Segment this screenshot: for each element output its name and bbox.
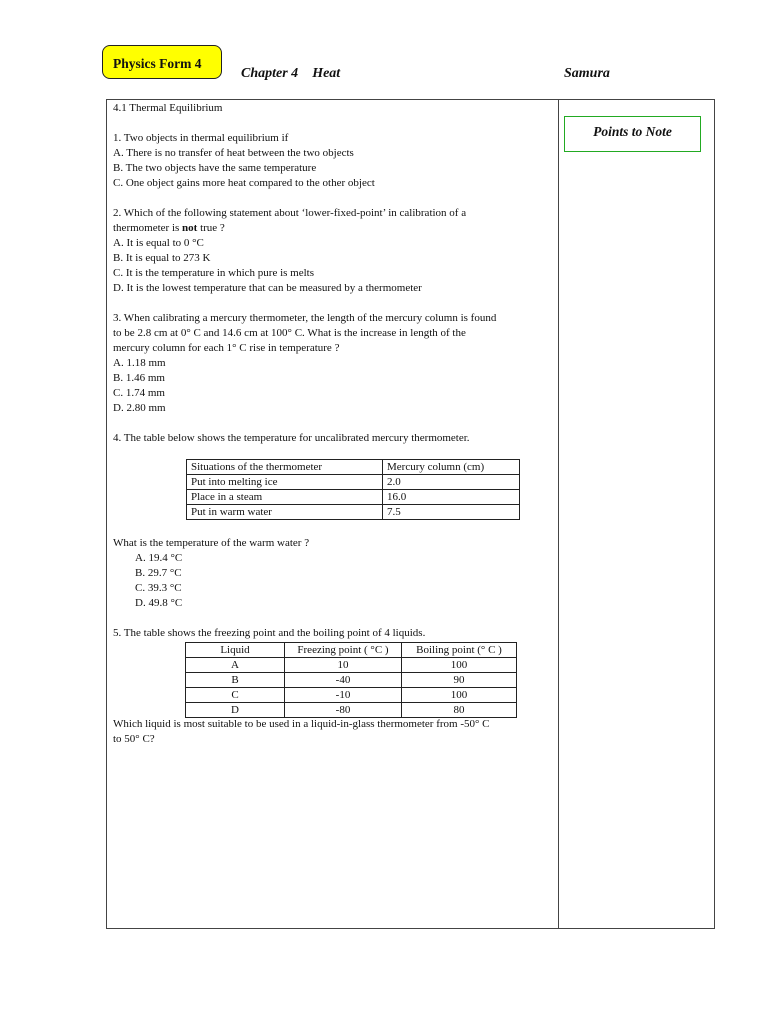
q3-option-a: A. 1.18 mm (113, 357, 166, 369)
q1-option-c: C. One object gains more heat compared to the other object (113, 177, 375, 189)
table-cell: Place in a steam (187, 490, 383, 505)
author-name: Samura (564, 66, 610, 81)
q2-stem-line2 (113, 221, 556, 236)
q5-stem: 5. The table shows the freezing point and the boiling point of 4 liquids. (113, 627, 426, 639)
thermometer-readings-table (186, 459, 520, 520)
section-title: 4.1 Thermal Equilibrium (113, 102, 223, 114)
table-cell: -40 (285, 673, 402, 688)
table-cell: Put into melting ice (187, 475, 383, 490)
table-cell: 100 (402, 658, 517, 673)
q2-option-d: D. It is the lowest temperature that can be measured by a thermometer (113, 282, 422, 294)
table-row (187, 505, 520, 520)
table-cell: C (186, 688, 285, 703)
table-cell: B (186, 673, 285, 688)
table-header-cell: Liquid (186, 643, 285, 658)
table-cell: D (186, 703, 285, 718)
q5-question-line1: Which liquid is most suitable to be used in a liquid-in-glass thermometer from -50° C (113, 718, 490, 730)
table-row (187, 475, 520, 490)
q3-option-c: C. 1.74 mm (113, 387, 165, 399)
table-cell: A (186, 658, 285, 673)
table-header-cell: Boiling point (° C ) (402, 643, 517, 658)
table-header-row (186, 643, 517, 658)
q1-option-a: A. There is no transfer of heat between the two objects (113, 147, 354, 159)
table-header-cell: Situations of the thermometer (187, 460, 383, 475)
table-cell: 16.0 (383, 490, 520, 505)
q4-question: What is the temperature of the warm water ? (113, 537, 310, 549)
q4-option-d: D. 49.8 °C (135, 597, 183, 609)
q2-option-c: C. It is the temperature in which pure is melts (113, 267, 315, 279)
chapter-heading (241, 66, 340, 82)
table-row (186, 688, 517, 703)
table-row (187, 490, 520, 505)
q2-stem-end: true ? (197, 222, 225, 234)
q4-option-c: C. 39.3 °C (135, 582, 182, 594)
table-cell: 2.0 (383, 475, 520, 490)
points-to-note-box: Points to Note (564, 116, 701, 152)
table-cell: 7.5 (383, 505, 520, 520)
table-row (186, 673, 517, 688)
q2-emphasis-not: not (182, 222, 198, 234)
table-cell: -80 (285, 703, 402, 718)
table-header-cell: Freezing point ( °C ) (285, 643, 402, 658)
table-cell: 90 (402, 673, 517, 688)
q4-option-b: B. 29.7 °C (135, 567, 182, 579)
table-cell: Put in warm water (187, 505, 383, 520)
q4-stem: 4. The table below shows the temperature for uncalibrated mercury thermometer. (113, 432, 470, 444)
table-cell: 80 (402, 703, 517, 718)
chapter-number: Chapter 4 (241, 66, 299, 81)
table-header-row (187, 460, 520, 475)
q2-stem-text: thermometer is (113, 222, 183, 234)
table-row (186, 703, 517, 718)
table-cell: -10 (285, 688, 402, 703)
q3-stem-line3: mercury column for each 1° C rise in temperature ? (113, 342, 340, 354)
table-row (186, 658, 517, 673)
q3-stem-line1: 3. When calibrating a mercury thermometer, the length of the mercury column is found (113, 312, 497, 324)
table-cell: 100 (402, 688, 517, 703)
q2-option-a: A. It is equal to 0 °C (113, 237, 204, 249)
table-header-cell: Mercury column (cm) (383, 460, 520, 475)
q3-option-d: D. 2.80 mm (113, 402, 166, 414)
table-cell: 10 (285, 658, 402, 673)
subject-badge: Physics Form 4 (102, 45, 222, 79)
liquids-table (185, 642, 517, 718)
column-divider (558, 99, 559, 929)
q2-option-b: B. It is equal to 273 K (113, 252, 211, 264)
q3-stem-line2: to be 2.8 cm at 0° C and 14.6 cm at 100° C. What is the increase in length of the (113, 327, 466, 339)
q4-option-a: A. 19.4 °C (135, 552, 183, 564)
q2-stem-line1: 2. Which of the following statement about ‘lower-fixed-point’ in calibration of a (113, 207, 467, 219)
q1-option-b: B. The two objects have the same temperature (113, 162, 317, 174)
chapter-title: Heat (312, 66, 341, 81)
q1-stem: 1. Two objects in thermal equilibrium if (113, 132, 289, 144)
q5-question-line2: to 50° C? (113, 733, 155, 745)
q3-option-b: B. 1.46 mm (113, 372, 165, 384)
